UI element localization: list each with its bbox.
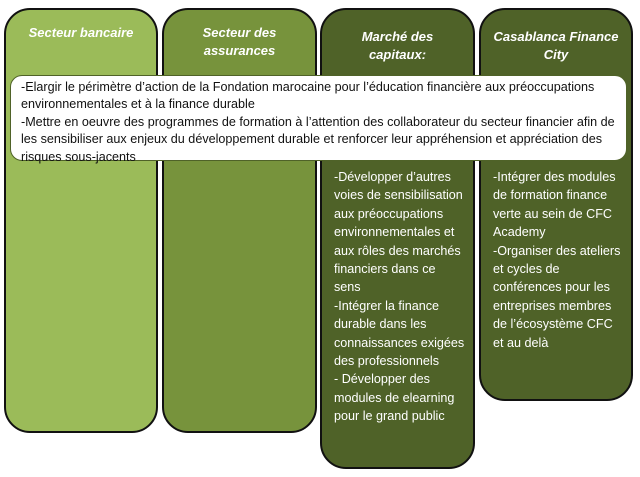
column-body (493, 168, 623, 352)
list-item: -Intégrer des modules de formation finance verte au sein de CFC Academy (493, 170, 616, 240)
column-title: Secteur des assurances (202, 25, 277, 58)
column-title: Secteur bancaire (28, 25, 134, 40)
column-title: Marché des capitaux: (361, 29, 434, 62)
shared-actions-box (10, 75, 627, 164)
column-secteur-bancaire (4, 8, 158, 433)
list-item: - Développer des modules de elearning pour le grand public (334, 372, 455, 424)
list-item: -Mettre en oeuvre des programmes de formation à l’attention des collaborateur du secteur financier afin de les sensibiliser aux enjeux du développement durable et renforcer leur appréhension et appréciation des risques sous-jacents (21, 114, 615, 164)
list-item: -Intégrer la finance durable dans les connaissances exigées des professionnels (334, 298, 465, 369)
list-item: -Organiser des ateliers et cycles de conférences pour les entreprises membres de l’écosystème CFC et au delà (493, 243, 621, 350)
column-secteur-assurances (162, 8, 317, 433)
list-item: -Développer d’autres voies de sensibilisation aux préoccupations environnementales et aux rôles des marchés financiers dans ce sens (334, 170, 463, 295)
list-item: -Elargir le périmètre d’action de la Fondation marocaine pour l’éducation financière aux préoccupations environnementales et à la finance durable (21, 80, 595, 112)
column-title: Casablanca Finance City (493, 29, 619, 62)
column-casablanca-finance-city (479, 8, 633, 401)
column-body (334, 168, 465, 426)
